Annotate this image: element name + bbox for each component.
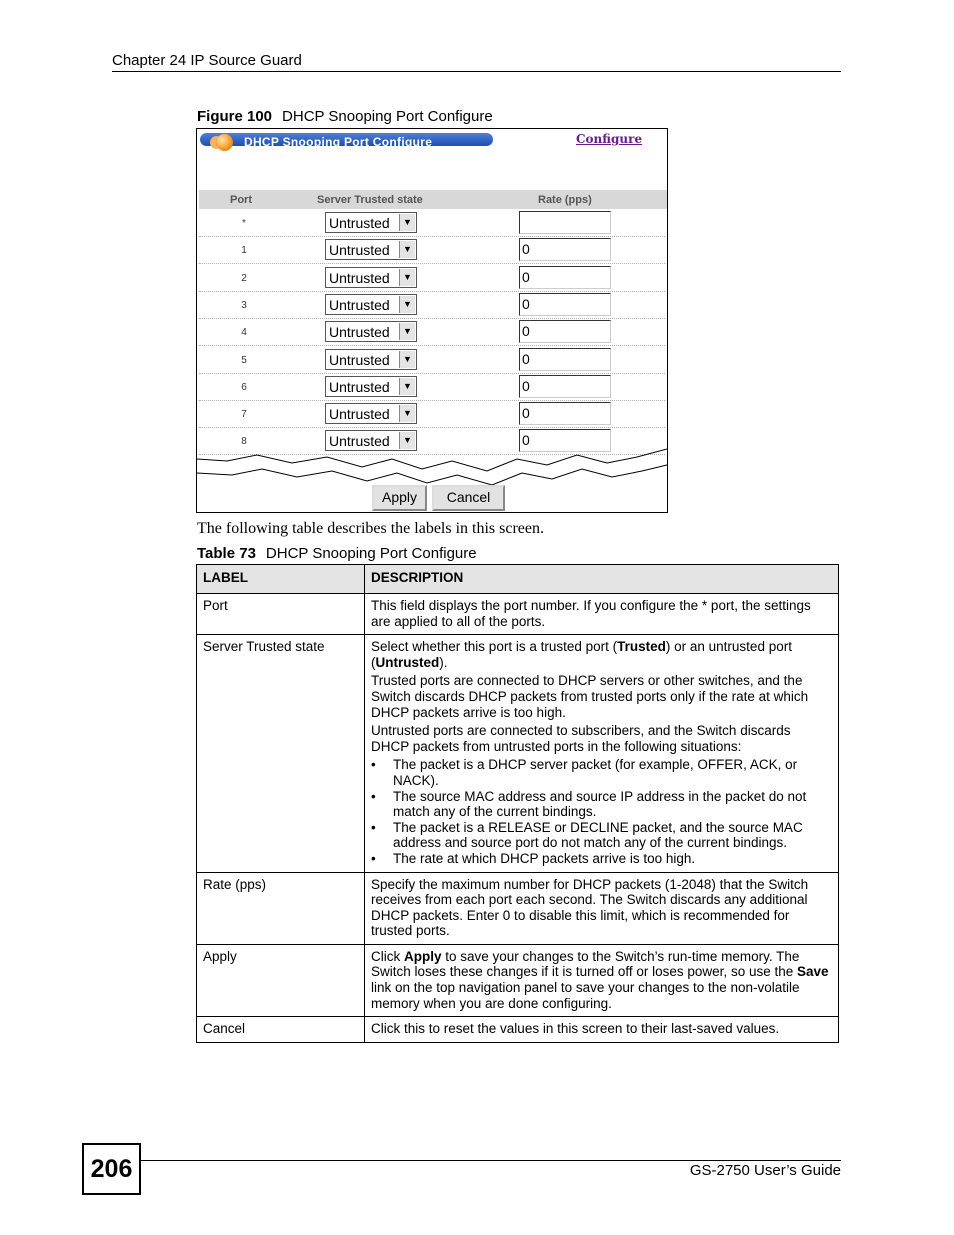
trusted-state-select[interactable] [325, 376, 417, 397]
table-row [197, 944, 839, 1016]
chevron-down-icon[interactable]: ▼ [399, 351, 415, 368]
row-description: Click this to reset the values in this screen to their last-saved values. [365, 1017, 839, 1043]
rate-input[interactable]: 0 [519, 429, 611, 452]
port-row [199, 319, 665, 346]
row-description: This field displays the port number. If you configure the * port, the settings are applied to all of the ports. [365, 594, 839, 635]
trusted-state-select[interactable] [325, 267, 417, 288]
chevron-down-icon[interactable]: ▼ [399, 432, 415, 449]
configure-link[interactable]: Configure [576, 132, 643, 146]
screen-table-header [199, 190, 667, 209]
port-number: 1 [241, 245, 247, 257]
intro-text: The following table describes the labels in this screen. [197, 520, 545, 537]
header-rule [112, 71, 841, 72]
situation-list [371, 757, 832, 866]
trusted-state-value: Untrusted [329, 406, 390, 423]
screen-title-bar [200, 133, 493, 149]
port-row [199, 401, 665, 428]
rate-input[interactable]: 0 [519, 348, 611, 371]
port-number: 7 [241, 409, 247, 421]
table-row [197, 1017, 839, 1043]
port-number: 2 [241, 272, 247, 284]
table-row [197, 635, 839, 872]
torn-break-graphic [197, 447, 667, 487]
description-table [196, 564, 839, 1043]
port-row [199, 237, 665, 264]
list-item: • The rate at which DHCP packets arrive is too high. [371, 851, 832, 867]
row-description [365, 635, 839, 872]
row-label: Apply [197, 944, 365, 1016]
table-caption [197, 545, 477, 562]
trusted-state-value: Untrusted [329, 269, 390, 286]
row-description: Specify the maximum number for DHCP packets (1-2048) that the Switch receives from each port each second. The Switch discards any additional DHCP packets. Enter 0 to disable this limit, which is recommended for trusted ports. [365, 872, 839, 944]
screen-title: DHCP Snooping Port Configure [244, 135, 433, 149]
trusted-state-value: Untrusted [329, 351, 390, 368]
port-number: * [242, 218, 246, 229]
trusted-state-select[interactable] [325, 212, 417, 233]
row-label: Port [197, 594, 365, 635]
trusted-state-select[interactable] [325, 321, 417, 342]
apply-button[interactable]: Apply [372, 485, 427, 511]
chevron-down-icon[interactable]: ▼ [399, 405, 415, 422]
rate-input[interactable]: 0 [519, 293, 611, 316]
port-row [199, 292, 665, 319]
row-description: Click Apply to save your changes to the Switch’s run-time memory. The Switch loses these changes if it is turned off or loses power, so use the Save link on the top navigation panel to save your changes to the non-volatile memory when you are done configuring. [365, 944, 839, 1016]
rate-input[interactable]: 0 [519, 238, 611, 261]
list-item: • The source MAC address and source IP address in the packet do not match any of the current bindings. [371, 789, 832, 820]
row-label: Cancel [197, 1017, 365, 1043]
col-state-header: Server Trusted state [317, 194, 423, 206]
description-header: DESCRIPTION [365, 565, 839, 594]
chapter-header: Chapter 24 IP Source Guard [112, 52, 302, 69]
list-item: • The packet is a DHCP server packet (for example, OFFER, ACK, or NACK). [371, 757, 832, 788]
zyxel-orb-icon [216, 134, 233, 151]
state-para-3: Untrusted ports are connected to subscribers, and the Switch discards DHCP packets from untrusted ports in the following situations: [371, 723, 791, 754]
trusted-state-value: Untrusted [329, 378, 390, 395]
port-number: 5 [241, 354, 247, 366]
figure-caption-label: Figure 100 [197, 108, 273, 125]
table-header-row [197, 565, 839, 594]
chevron-down-icon[interactable]: ▼ [399, 241, 415, 258]
table-caption-text: DHCP Snooping Port Configure [265, 545, 477, 562]
rate-input[interactable] [519, 211, 611, 234]
chevron-down-icon[interactable]: ▼ [399, 296, 415, 313]
trusted-state-value: Untrusted [329, 433, 390, 450]
trusted-state-select[interactable] [325, 403, 417, 424]
table-row [197, 594, 839, 635]
cancel-button[interactable]: Cancel [432, 485, 505, 511]
trusted-state-select[interactable] [325, 239, 417, 260]
row-label: Server Trusted state [197, 635, 365, 872]
guide-title: GS-2750 User’s Guide [689, 1162, 841, 1179]
rate-input[interactable]: 0 [519, 402, 611, 425]
chevron-down-icon[interactable]: ▼ [399, 323, 415, 340]
port-row [199, 374, 665, 401]
trusted-state-value: Untrusted [329, 296, 390, 313]
table-row [197, 872, 839, 944]
port-number: 8 [241, 436, 247, 448]
col-rate-header: Rate (pps) [538, 194, 592, 206]
trusted-state-value: Untrusted [329, 215, 390, 231]
col-port-header: Port [230, 194, 252, 206]
chevron-down-icon[interactable]: ▼ [399, 378, 415, 395]
row-label: Rate (pps) [197, 872, 365, 944]
port-row [199, 347, 665, 374]
port-row [199, 265, 665, 292]
state-para-2: Trusted ports are connected to DHCP servers or other switches, and the Switch discards DHCP packets from trusted ports only if the rate at which DHCP packets arrive is too high. [371, 673, 809, 720]
state-para-1: Select whether this port is a trusted port (Trusted) or an untrusted port (Untrusted). [371, 639, 792, 670]
trusted-state-value: Untrusted [329, 324, 390, 341]
trusted-state-select[interactable] [325, 294, 417, 315]
figure-caption-text: DHCP Snooping Port Configure [282, 108, 493, 125]
table-caption-label: Table 73 [197, 545, 256, 562]
label-header: LABEL [197, 565, 365, 594]
rate-input[interactable]: 0 [519, 320, 611, 343]
trusted-state-select[interactable] [325, 349, 417, 370]
port-number: 6 [241, 381, 247, 393]
footer-rule [141, 1160, 841, 1161]
rate-input[interactable]: 0 [519, 266, 611, 289]
chevron-down-icon[interactable]: ▼ [399, 214, 415, 231]
trusted-state-value: Untrusted [329, 242, 390, 259]
figure-caption [197, 108, 493, 125]
port-number: 3 [241, 299, 247, 311]
list-item: • The packet is a RELEASE or DECLINE packet, and the source MAC address and source port do not match any of the current bindings. [371, 820, 832, 851]
screenshot-figure [196, 128, 668, 513]
rate-input[interactable]: 0 [519, 375, 611, 398]
page-number: 206 [82, 1143, 141, 1195]
chevron-down-icon[interactable]: ▼ [399, 269, 415, 286]
port-row [199, 210, 665, 237]
port-number: 4 [241, 327, 247, 339]
